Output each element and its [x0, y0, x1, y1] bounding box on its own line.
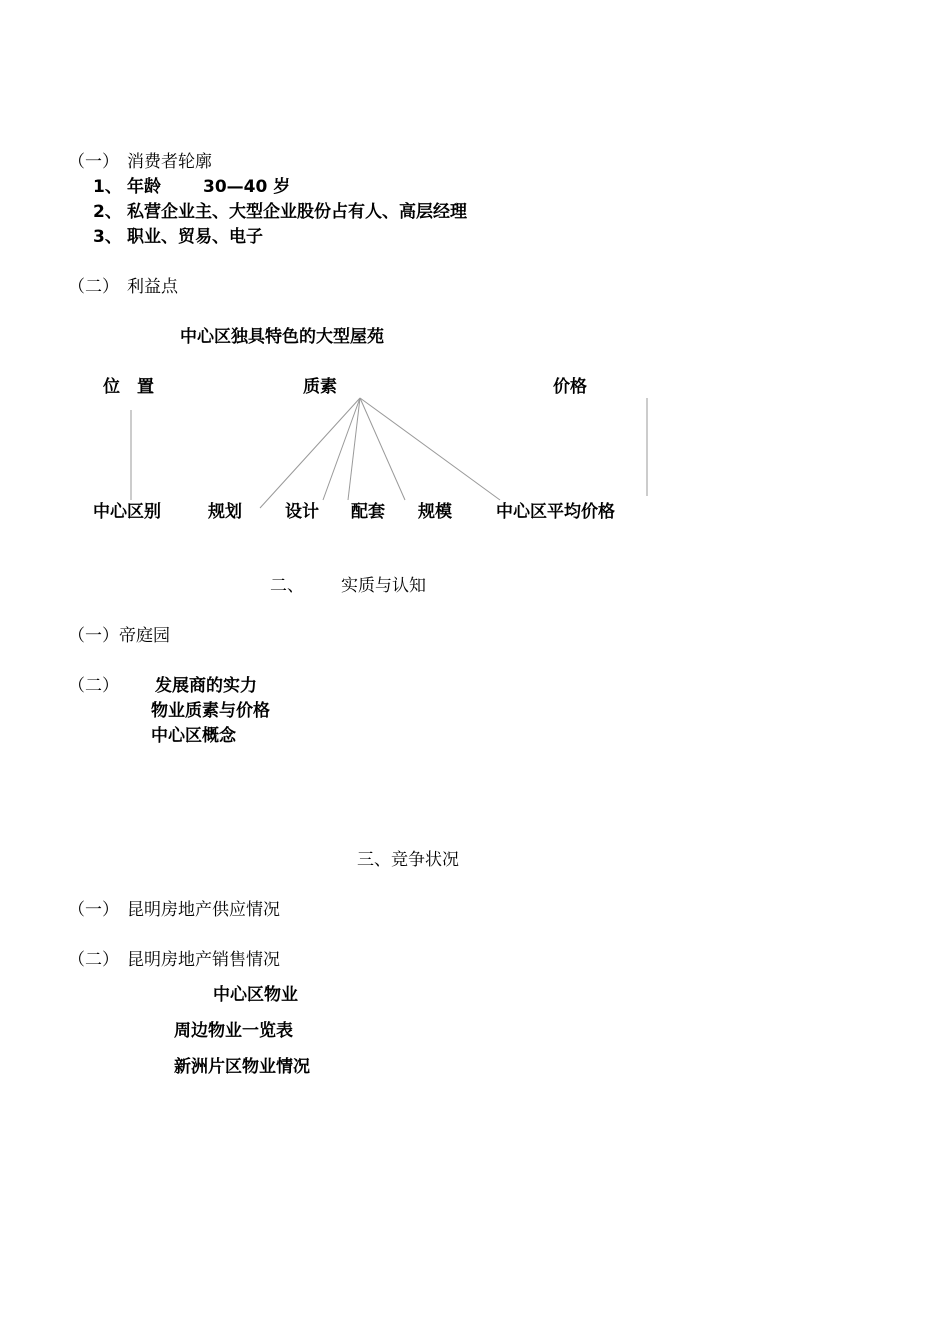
list-item-num: 2、 — [93, 202, 122, 222]
diagram-leaf-center-district: 中心区别 — [93, 502, 161, 522]
connector-line — [360, 398, 405, 500]
list-item-num: 1、 — [93, 177, 122, 197]
sub-title-supply: 昆明房地产供应情况 — [127, 900, 280, 920]
diagram-leaf-facilities: 配套 — [351, 502, 385, 522]
diagram-leaf-design: 设计 — [285, 502, 319, 522]
sub-label-2: （二） — [68, 950, 119, 970]
list-item: 中心区概念 — [151, 726, 236, 746]
list-item: 周边物业一览表 — [174, 1021, 293, 1041]
list-item: 新洲片区物业情况 — [174, 1057, 310, 1077]
sub-label-1: （一） — [68, 900, 119, 920]
section-heading-competition: 三、竞争状况 — [357, 850, 459, 870]
connector-line — [360, 398, 500, 500]
sub-label-2: （二） — [68, 277, 119, 297]
list-item-occupation-types: 私营企业主、大型企业股份占有人、高层经理 — [127, 202, 467, 222]
section-heading-substance: 实质与认知 — [341, 576, 426, 596]
diagram-node-price: 价格 — [553, 377, 587, 397]
list-item: 中心区物业 — [213, 985, 298, 1005]
diagram-leaf-scale: 规模 — [418, 502, 452, 522]
diagram-node-location: 位 置 — [103, 377, 154, 397]
diagram-leaf-planning: 规划 — [208, 502, 242, 522]
sub-label-2: （二） — [68, 676, 119, 696]
list-item-age-range: 30—40 岁 — [203, 177, 291, 197]
list-item: 发展商的实力 — [155, 676, 257, 696]
sub-label-1: （一） — [68, 152, 119, 172]
sub-title-benefits: 利益点 — [127, 277, 178, 297]
list-item-age: 年龄 — [127, 177, 161, 197]
list-item: 物业质素与价格 — [151, 701, 270, 721]
sub-title-sales: 昆明房地产销售情况 — [127, 950, 280, 970]
diagram-root: 中心区独具特色的大型屋苑 — [180, 327, 384, 347]
section-heading-num: 二、 — [270, 576, 304, 596]
connector-line — [260, 398, 360, 508]
sub-title-consumer-profile: 消费者轮廓 — [127, 152, 212, 172]
diagram-node-quality: 质素 — [303, 377, 337, 397]
list-item-industries: 职业、贸易、电子 — [127, 227, 263, 247]
sub-item-diting-garden: （一）帝庭园 — [68, 626, 170, 646]
diagram-leaf-average-price: 中心区平均价格 — [496, 502, 615, 522]
list-item-num: 3、 — [93, 227, 122, 247]
